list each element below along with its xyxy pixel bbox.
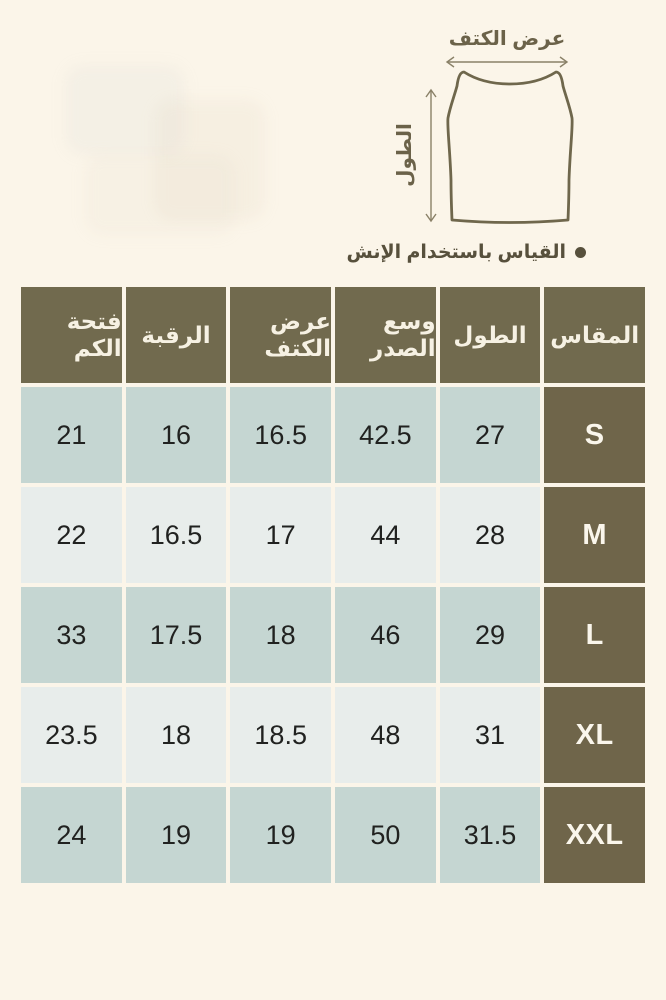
column-header-chest: وسع الصدر <box>335 287 436 383</box>
unit-note-text: القياس باستخدام الإنش <box>346 241 566 263</box>
unit-note <box>347 239 586 265</box>
value-cell-neck: 17.5 <box>126 587 227 683</box>
vertical-measure-arrow <box>426 90 436 221</box>
value-cell-chest: 46 <box>335 587 436 683</box>
watermark-blob <box>65 65 185 155</box>
column-header-length: الطول <box>440 287 541 383</box>
value-cell-length: 28 <box>440 487 541 583</box>
value-cell-chest: 48 <box>335 687 436 783</box>
column-header-sleeve: فتحة الكم <box>21 287 122 383</box>
column-header-size: المقاس <box>544 287 645 383</box>
garment-diagram <box>346 20 666 270</box>
length-label: الطول <box>394 123 416 187</box>
value-cell-sleeve: 23.5 <box>21 687 122 783</box>
value-cell-sleeve: 33 <box>21 587 122 683</box>
horizontal-measure-arrow <box>447 57 567 67</box>
vest-outline-drawing <box>385 20 666 270</box>
size-cell: M <box>544 487 645 583</box>
value-cell-sleeve: 22 <box>21 487 122 583</box>
bullet-icon <box>575 247 586 258</box>
watermark-blob <box>85 155 235 235</box>
value-cell-neck: 19 <box>126 787 227 883</box>
size-cell: XXL <box>544 787 645 883</box>
value-cell-shoulder: 17 <box>230 487 331 583</box>
value-cell-shoulder: 18 <box>230 587 331 683</box>
value-cell-neck: 16.5 <box>126 487 227 583</box>
size-cell: L <box>544 587 645 683</box>
value-cell-chest: 42.5 <box>335 387 436 483</box>
watermark-blob <box>155 100 265 220</box>
column-header-neck: الرقبة <box>126 287 227 383</box>
value-cell-shoulder: 18.5 <box>230 687 331 783</box>
value-cell-length: 27 <box>440 387 541 483</box>
value-cell-shoulder: 19 <box>230 787 331 883</box>
vest-outline-path <box>448 72 572 223</box>
value-cell-sleeve: 24 <box>21 787 122 883</box>
value-cell-chest: 44 <box>335 487 436 583</box>
size-cell: XL <box>544 687 645 783</box>
value-cell-neck: 16 <box>126 387 227 483</box>
size-cell: S <box>544 387 645 483</box>
column-header-shoulder: عرض الكتف <box>230 287 331 383</box>
value-cell-length: 29 <box>440 587 541 683</box>
watermark <box>45 45 305 255</box>
shoulder-width-label: عرض الكتف <box>448 28 566 50</box>
value-cell-shoulder: 16.5 <box>230 387 331 483</box>
value-cell-neck: 18 <box>126 687 227 783</box>
value-cell-sleeve: 21 <box>21 387 122 483</box>
value-cell-length: 31 <box>440 687 541 783</box>
value-cell-length: 31.5 <box>440 787 541 883</box>
size-table <box>21 287 645 883</box>
value-cell-chest: 50 <box>335 787 436 883</box>
